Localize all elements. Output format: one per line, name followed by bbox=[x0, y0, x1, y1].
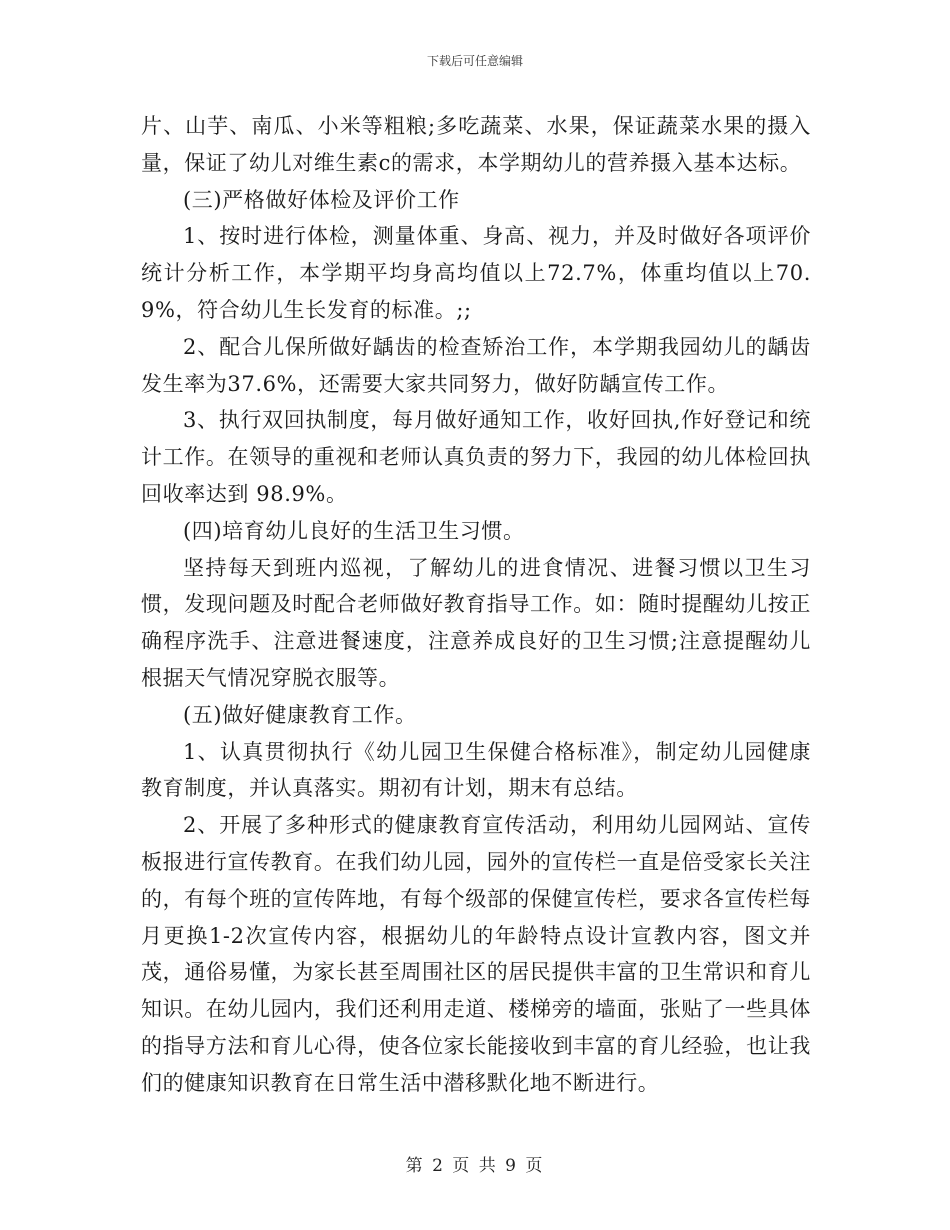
paragraph-education: 2、开展了多种形式的健康教育宣传活动，利用幼儿园网站、宣传板报进行宣传教育。在我们幼儿园，园外的宣传栏一直是倍受家长关注的，有每个班的宣传阵地，有每个级部的保健宣传栏，要求各宣传栏每月更换1-2次宣传内容，根据幼儿的年龄特点设计宣教内容，图文并茂，通俗易懂，为家长甚至周围社区的居民提供丰富的卫生常识和育儿知识。在幼儿园内，我们还利用走道、楼梯旁的墙面，张贴了一些具体的指导方法和育儿心得，使各位家长能接收到丰富的育儿经验，也让我们的健康知识教育在日常生活中潜移默化地不断进行。 bbox=[141, 813, 811, 1095]
page-number: 第 2 页 共 9 页 bbox=[405, 1156, 545, 1176]
paragraph-standard: 1、认真贯彻执行《幼儿园卫生保健合格标准》，制定幼儿园健康教育制度，并认真落实。期初有计划，期末有总结。 bbox=[141, 739, 811, 801]
paragraph-checkup: 1、按时进行体检，测量体重、身高、视力，并及时做好各项评价统计分析工作，本学期平均身高均值以上72.7%，体重均值以上70.9%，符合幼儿生长发育的标准。;; bbox=[141, 224, 811, 322]
paragraph-dental: 2、配合儿保所做好龋齿的检查矫治工作，本学期我园幼儿的龋齿发生率为37.6%，还需要大家共同努力，做好防龋宣传工作。 bbox=[141, 334, 811, 396]
paragraph-habits: 坚持每天到班内巡视，了解幼儿的进食情况、进餐习惯以卫生习惯，发现问题及时配合老师做好教育指导工作。如：随时提醒幼儿按正确程序洗手、注意进餐速度，注意养成良好的卫生习惯;注意提醒幼儿根据天气情况穿脱衣服等。 bbox=[141, 555, 811, 690]
paragraph-1: 片、山芋、南瓜、小米等粗粮;多吃蔬菜、水果，保证蔬菜水果的摄入量，保证了幼儿对维生素c的需求，本学期幼儿的营养摄入基本达标。 bbox=[141, 114, 811, 175]
paragraph-receipt: 3、执行双回执制度，每月做好通知工作，收好回执,作好登记和统计工作。在领导的重视和老师认真负责的努力下，我园的幼儿体检回执回收率达到 98.9%。 bbox=[141, 408, 811, 506]
section-heading-4: (四)培育幼儿良好的生活卫生习惯。 bbox=[183, 518, 525, 543]
section-heading-3: (三)严格做好体检及评价工作 bbox=[183, 187, 460, 212]
document-body bbox=[141, 108, 811, 1102]
section-heading-5: (五)做好健康教育工作。 bbox=[183, 702, 417, 727]
page-header: 下载后可任意编辑 bbox=[426, 54, 523, 68]
